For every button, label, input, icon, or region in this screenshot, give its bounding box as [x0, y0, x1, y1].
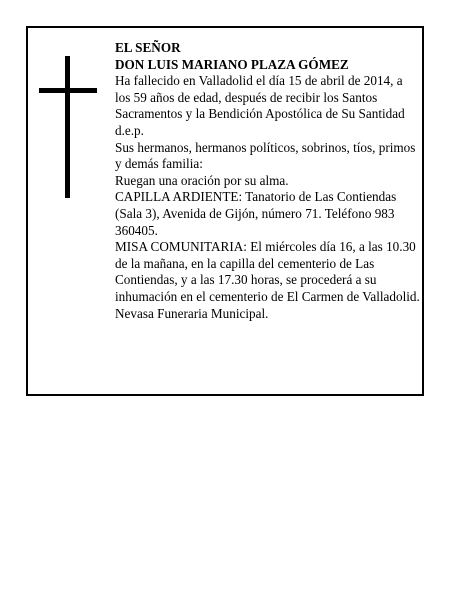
mass-info: MISA COMUNITARIA: El miércoles día 16, a las 10.30 de la mañana, en la capilla del cementerio de Las Contiendas, y a las 17.30 horas, se procederá a su inhumación en el cementerio de El Carmen de Valladolid.: [115, 239, 420, 304]
deceased-name: DON LUIS MARIANO PLAZA GÓMEZ: [115, 56, 349, 72]
funeral-home: Nevasa Funeraria Municipal.: [115, 305, 269, 321]
funeral-chapel-info: CAPILLA ARDIENTE: Tanatorio de Las Contiendas (Sala 3), Avenida de Gijón, número 71. Teléfono 983 360405.: [115, 189, 397, 238]
cross-icon: [39, 56, 97, 198]
notice-text: [115, 40, 421, 322]
notice-heading: EL SEÑOR: [115, 40, 181, 55]
cross-vertical-bar: [65, 56, 70, 198]
death-announcement: Ha fallecido en Valladolid el día 15 de abril de 2014, a los 59 años de edad, después de recibir los Santos Sacramentos y la Bendición Apostólica de Su Santidad d.e.p.: [115, 73, 405, 138]
obituary-notice: [26, 26, 424, 396]
family-line: Sus hermanos, hermanos políticos, sobrinos, tíos, primos y demás familia:: [115, 139, 416, 172]
cross-horizontal-bar: [39, 88, 97, 93]
prayer-request: Ruegan una oración por su alma.: [115, 172, 289, 188]
